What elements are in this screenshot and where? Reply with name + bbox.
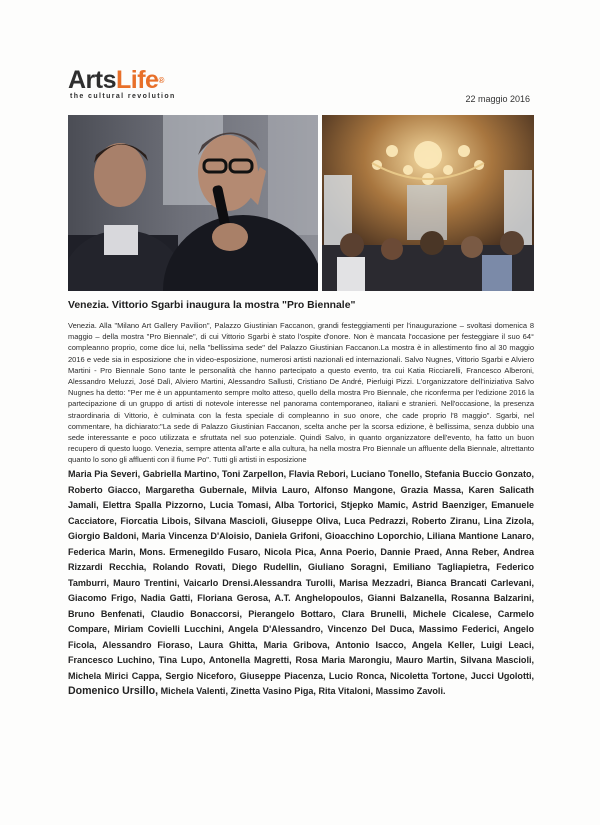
logo-life-text: Life (116, 66, 159, 94)
photo-chandelier-hall (322, 115, 534, 291)
article-body-text: Venezia. Alla "Milano Art Gallery Pavilion", Palazzo Giustinian Faccanon, grandi festeggiamenti per l'inaugurazione – svoltasi domenica 8 maggio – della mostra "Pro Biennale", di cui Vittorio Sgarbi è stato l'ospite d'onore. Non è mancata l'occasione per festeggiare il suo 64° compleanno proprio, come dice lui, nella "bellissima sede" del Palazzo Giustinian Faccanon.La mostra è in allestimento fino al 30 maggio 2016 e vede sia in esposizione che in video-esposizione, numerosi artisti nazionali ed internazionali. Salvo Nugnes, Vittorio Sgarbi e Alviero Martini - Pro Biennale Sono tante le personalità che hanno partecipato a questo evento, tra cui Katia Ricciarelli, Francesco Alberoni, Alessandro Meluzzi, José Dalì, Alviero Martini, Alessandro Sallusti, Cristiano De André, Pierluigi Pizzi. L'organizzatore dell'iniziativa Salvo Nugnes ha detto: "Per me è un appuntamento sempre molto atteso, quello della mostra Pro Biennale, che riconferma per l'edizione 2016 la partecipazione di un gruppo di artisti di notevole interesse nel panorama contemporaneo, italiani e stranieri. Nell'occasione, la presenza straordinaria di Vittorio, è culminata con la festa speciale di compleanno in suo onore, che cade proprio l'8 maggio". Sgarbi, nel commentare, ha dichiarato:"La sede di Palazzo Giustinian Faccanon, scelta anche per la scorsa edizione, è bellissima, senza dubbio una sede interessante e poco utilizzata e sfruttata nel suo potenziale. Quindi Salvo, in quanto organizzatore dell'evento, ha fatto un buon recupero di questo luogo. Venezia, sempre attenta all'arte e alla cultura, ha nella mostra Pro Biennale un affluente della Biennale, altrettanto quanto lo sono gli affluenti con il fiume Po". Tutti gli artisti in esposizione (68, 321, 534, 465)
article-date: 22 maggio 2016 (465, 94, 530, 104)
logo-arts-text: Arts (68, 66, 117, 94)
article-body (68, 320, 534, 466)
photo-sgarbi-microphone-image (68, 115, 318, 291)
photo-sgarbi-microphone (68, 115, 318, 291)
photo-chandelier-hall-image (322, 115, 534, 291)
artists-list-lead: Maria Pia Severi, Gabriella Martino, Toni Zarpellon, Flavia Rebori, Luciano Tonello, Stefania Buccio Gonzato, Roberto Giacco, Margaretha Gubernale, Milvia Lauro, Alfonso Mangone, Grazia Massa, Karen Salicath Jamali, Elettra Spalla Pizzorno, Lucia Tomasi, Alba Tortorici, Stjepko Mamic, Astrid Baenziger, Emanuele Cacciatore, Fiorcatia Libois, Silvana Mascioli, Giuseppe Oliva, Luca Pedrazzi, Roberto Ziranu, Lina Zizola, Giorgio Baldoni, Maria Vincenza D'Aloisio, Daniela Grifoni, Gioacchino Loporchio, Liliana Mantione Lanaro, Federica Marin, Mons. Ermenegildo Fusaro, Nicola Pica, Anna Poerio, Dannie Praed, Anna Reber, Andrea Rizzardi Recchia, Rolando Rovati, Diego Rudellin, Giuliano Soragni, Emiliano Tagliapietra, Federico Tamburri, Mauro Trentini, Vaicarlo Drensi.Alessandra Turolli, Marisa Mezzadri, Bianca Brancati Carlevani, Giacomo Frigo, Nadia Gatti, Floriana Gerosa, A.T. Anghelopoulos, Gianni Balzanella, Rosanna Balzarini, Bruno Benfenati, Claudio Bonaccorsi, Pierangelo Bottaro, Clara Brunelli, Michele Cicalese, Carmelo Compare, Miriam Covielli Lucchini, Angela D'Alessandro, Vincenzo Del Duca, Massimo Federici, Angelo Ficola, Alessandro Fioraso, Laura Ghitta, Maria Gribova, Antonio Isacco, Angela Keller, Luigi Leaci, Francesco Luchino, Tina Lupo, Antonella Magretti, Rosa Maria Marongiu, Mauro Martin, Silvana Mascioli, Michela Mirici Cappa, Sergio Nicefor​o, Giuseppe Piacenza, Lucio Ronca, Nicoletta Tortone, Jucci Ugolotti, (68, 469, 534, 681)
logo-tagline: the cultural revolution (70, 93, 176, 100)
logo-registered-mark: ® (158, 76, 164, 85)
article-headline: Venezia. Vittorio Sgarbi inaugura la mostra "Pro Biennale" (68, 300, 356, 311)
artslife-logo (68, 68, 176, 100)
artists-list (68, 467, 534, 700)
artists-list-tail: Michela Valenti, Zinetta Vasino Piga, Rita Vitaloni, Massimo Zavoli. (160, 686, 446, 696)
artists-list-highlight: Domenico Ursillo, (68, 685, 159, 697)
